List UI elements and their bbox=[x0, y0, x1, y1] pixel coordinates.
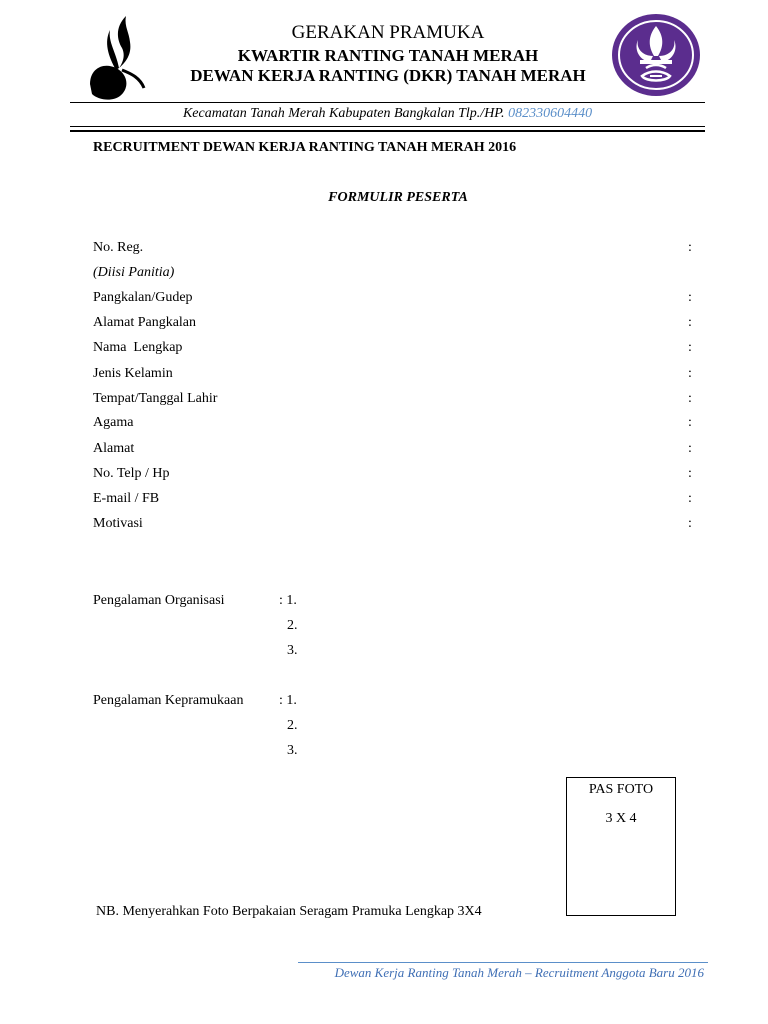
field-colon: : bbox=[688, 466, 692, 481]
field-label-motivasi: Motivasi bbox=[93, 516, 143, 531]
header-divider-bottom bbox=[70, 126, 705, 127]
photo-note: NB. Menyerahkan Foto Berpakaian Seragam Pramuka Lengkap 3X4 bbox=[96, 904, 482, 919]
header-divider-top bbox=[70, 102, 705, 103]
field-label-email: E-mail / FB bbox=[93, 491, 160, 506]
address-line bbox=[70, 105, 705, 123]
document-title: RECRUITMENT DEWAN KERJA RANTING TANAH MERAH 2016 bbox=[93, 140, 517, 155]
field-label-jenis-kelamin: Jenis Kelamin bbox=[93, 366, 173, 381]
header-divider-bottom-thick bbox=[70, 130, 705, 132]
pengalaman-organisasi-label: Pengalaman Organisasi bbox=[93, 593, 225, 608]
address-text: Kecamatan Tanah Merah Kabupaten Bangkalan Tlp./HP. bbox=[182, 106, 509, 121]
field-label-alamat: Alamat bbox=[93, 441, 135, 456]
field-note-diisi-panitia: (Diisi Panitia) bbox=[93, 265, 175, 280]
field-colon: : bbox=[688, 415, 692, 430]
phone-number: 082330604440 bbox=[508, 106, 593, 121]
pengalaman-kepramukaan-label: Pengalaman Kepramukaan bbox=[93, 693, 244, 708]
pengalaman-kepramukaan-item: : 1. bbox=[279, 693, 297, 708]
pengalaman-kepramukaan-item: 3. bbox=[287, 743, 298, 758]
field-colon: : bbox=[688, 491, 692, 506]
pengalaman-organisasi-item: : 1. bbox=[279, 593, 297, 608]
org-name: GERAKAN PRAMUKA bbox=[291, 22, 485, 43]
field-label-nama-lengkap: Nama Lengkap bbox=[93, 340, 183, 355]
field-colon: : bbox=[688, 441, 692, 456]
field-colon: : bbox=[688, 315, 692, 330]
pengalaman-kepramukaan-item: 2. bbox=[287, 718, 298, 733]
scout-fleur-de-lis-emblem-icon bbox=[610, 12, 702, 98]
pas-foto-label: PAS FOTO bbox=[588, 782, 654, 797]
field-colon: : bbox=[688, 290, 692, 305]
dewan-name: DEWAN KERJA RANTING (DKR) TANAH MERAH bbox=[190, 66, 586, 85]
field-label-ttl: Tempat/Tanggal Lahir bbox=[93, 391, 218, 406]
field-colon: : bbox=[688, 516, 692, 531]
kwartir-name: KWARTIR RANTING TANAH MERAH bbox=[237, 46, 539, 65]
field-label-pangkalan: Pangkalan/Gudep bbox=[93, 290, 193, 305]
page-footer: Dewan Kerja Ranting Tanah Merah – Recruitment Anggota Baru 2016 bbox=[334, 965, 704, 980]
form-subtitle: FORMULIR PESERTA bbox=[328, 190, 468, 205]
pengalaman-organisasi-item: 2. bbox=[287, 618, 298, 633]
field-label-agama: Agama bbox=[93, 415, 134, 430]
field-label-telp: No. Telp / Hp bbox=[93, 466, 170, 481]
field-colon: : bbox=[688, 391, 692, 406]
tunas-kelapa-icon bbox=[86, 12, 148, 102]
field-label-alamat-pangkalan: Alamat Pangkalan bbox=[93, 315, 197, 330]
field-colon: : bbox=[688, 240, 692, 255]
pas-foto-size: 3 X 4 bbox=[605, 811, 637, 826]
footer-divider bbox=[298, 962, 708, 963]
field-colon: : bbox=[688, 366, 692, 381]
field-colon: : bbox=[688, 340, 692, 355]
field-label-no-reg: No. Reg. bbox=[93, 240, 144, 255]
pengalaman-organisasi-item: 3. bbox=[287, 643, 298, 658]
